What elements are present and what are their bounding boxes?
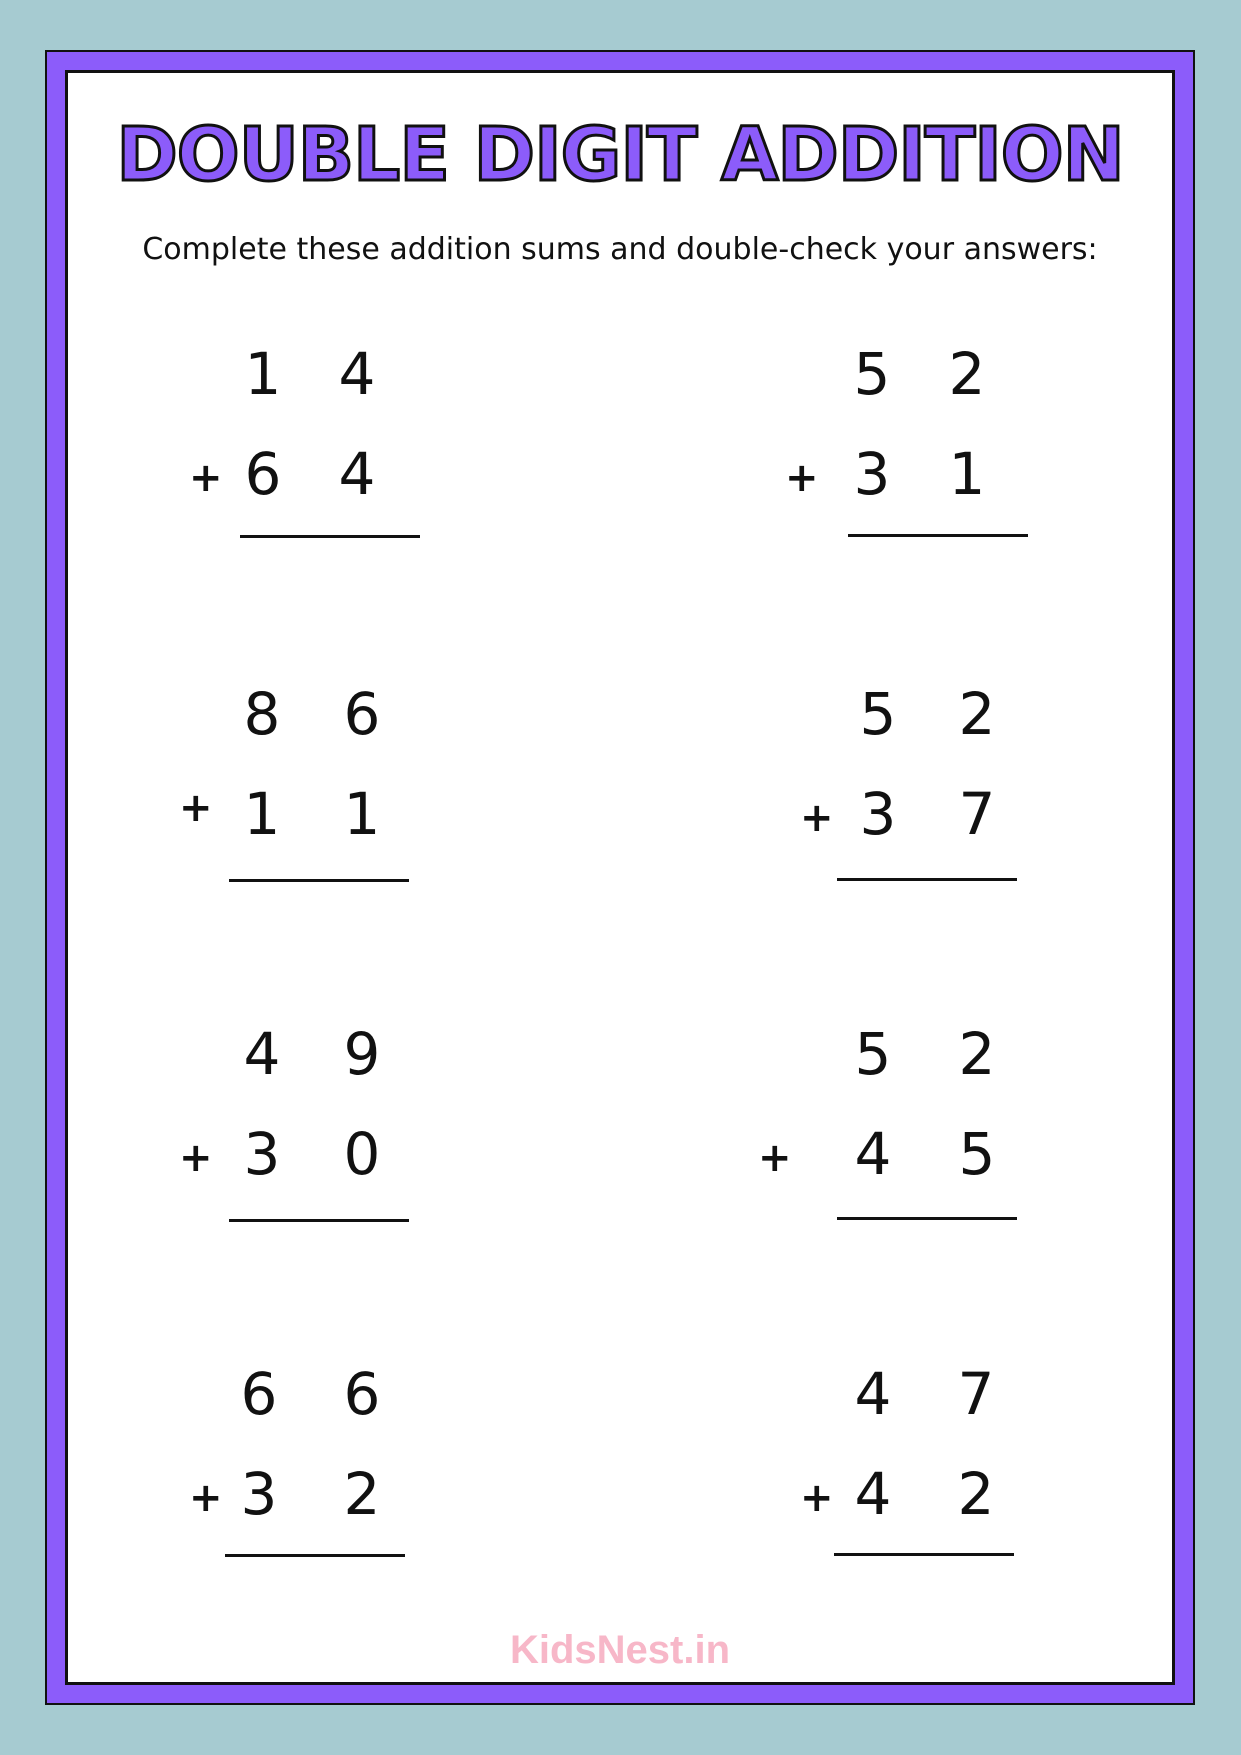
top-tens-digit: 8: [243, 680, 281, 748]
plus-sign: +: [758, 1135, 792, 1181]
top-ones-digit: 2: [958, 680, 996, 748]
bottom-tens-digit: 3: [853, 440, 891, 508]
answer-line: [240, 535, 420, 538]
answer-line: [229, 1219, 409, 1222]
plus-sign: +: [189, 455, 223, 501]
answer-line: [837, 878, 1017, 881]
bottom-ones-digit: 0: [343, 1120, 381, 1188]
plus-sign: +: [189, 1475, 223, 1521]
bottom-tens-digit: 3: [859, 780, 897, 848]
top-ones-digit: 2: [958, 1020, 996, 1088]
plus-sign: +: [800, 795, 834, 841]
top-tens-digit: 5: [859, 680, 897, 748]
bottom-tens-digit: 3: [243, 1120, 281, 1188]
bottom-tens-digit: 6: [244, 440, 282, 508]
bottom-tens-digit: 1: [243, 780, 281, 848]
addition-problem: [755, 1020, 1015, 1225]
top-tens-digit: 1: [244, 340, 282, 408]
bottom-tens-digit: 4: [854, 1460, 892, 1528]
bottom-ones-digit: 4: [338, 440, 376, 508]
answer-line: [848, 534, 1028, 537]
answer-line: [229, 879, 409, 882]
top-ones-digit: 2: [948, 340, 986, 408]
top-ones-digit: 6: [343, 680, 381, 748]
plus-sign: +: [179, 785, 213, 831]
top-ones-digit: 4: [338, 340, 376, 408]
addition-problem: [180, 1360, 440, 1565]
bottom-tens-digit: 4: [854, 1120, 892, 1188]
answer-line: [225, 1554, 405, 1557]
top-tens-digit: 5: [854, 1020, 892, 1088]
top-ones-digit: 6: [343, 1360, 381, 1428]
addition-problem: [785, 340, 1045, 545]
top-tens-digit: 6: [240, 1360, 278, 1428]
top-tens-digit: 4: [243, 1020, 281, 1088]
addition-problem: [790, 1360, 1050, 1565]
top-ones-digit: 9: [343, 1020, 381, 1088]
answer-line: [834, 1553, 1014, 1556]
addition-problem: [170, 1020, 430, 1225]
answer-line: [837, 1217, 1017, 1220]
bottom-ones-digit: 1: [948, 440, 986, 508]
bottom-ones-digit: 5: [958, 1120, 996, 1188]
worksheet-instructions: Complete these addition sums and double-check your answers:: [142, 232, 1098, 267]
plus-sign: +: [785, 455, 819, 501]
bottom-ones-digit: 7: [958, 780, 996, 848]
plus-sign: +: [800, 1475, 834, 1521]
worksheet-title: DOUBLE DIGIT ADDITION: [116, 112, 1124, 198]
bottom-ones-digit: 1: [343, 780, 381, 848]
addition-problem: [795, 680, 1055, 885]
kidsnest-watermark: KidsNest.in: [509, 1628, 731, 1672]
bottom-ones-digit: 2: [343, 1460, 381, 1528]
top-tens-digit: 5: [853, 340, 891, 408]
addition-problem: [170, 680, 430, 885]
addition-problem: [180, 340, 440, 545]
top-ones-digit: 7: [957, 1360, 995, 1428]
bottom-ones-digit: 2: [957, 1460, 995, 1528]
bottom-tens-digit: 3: [240, 1460, 278, 1528]
plus-sign: +: [179, 1135, 213, 1181]
top-tens-digit: 4: [854, 1360, 892, 1428]
